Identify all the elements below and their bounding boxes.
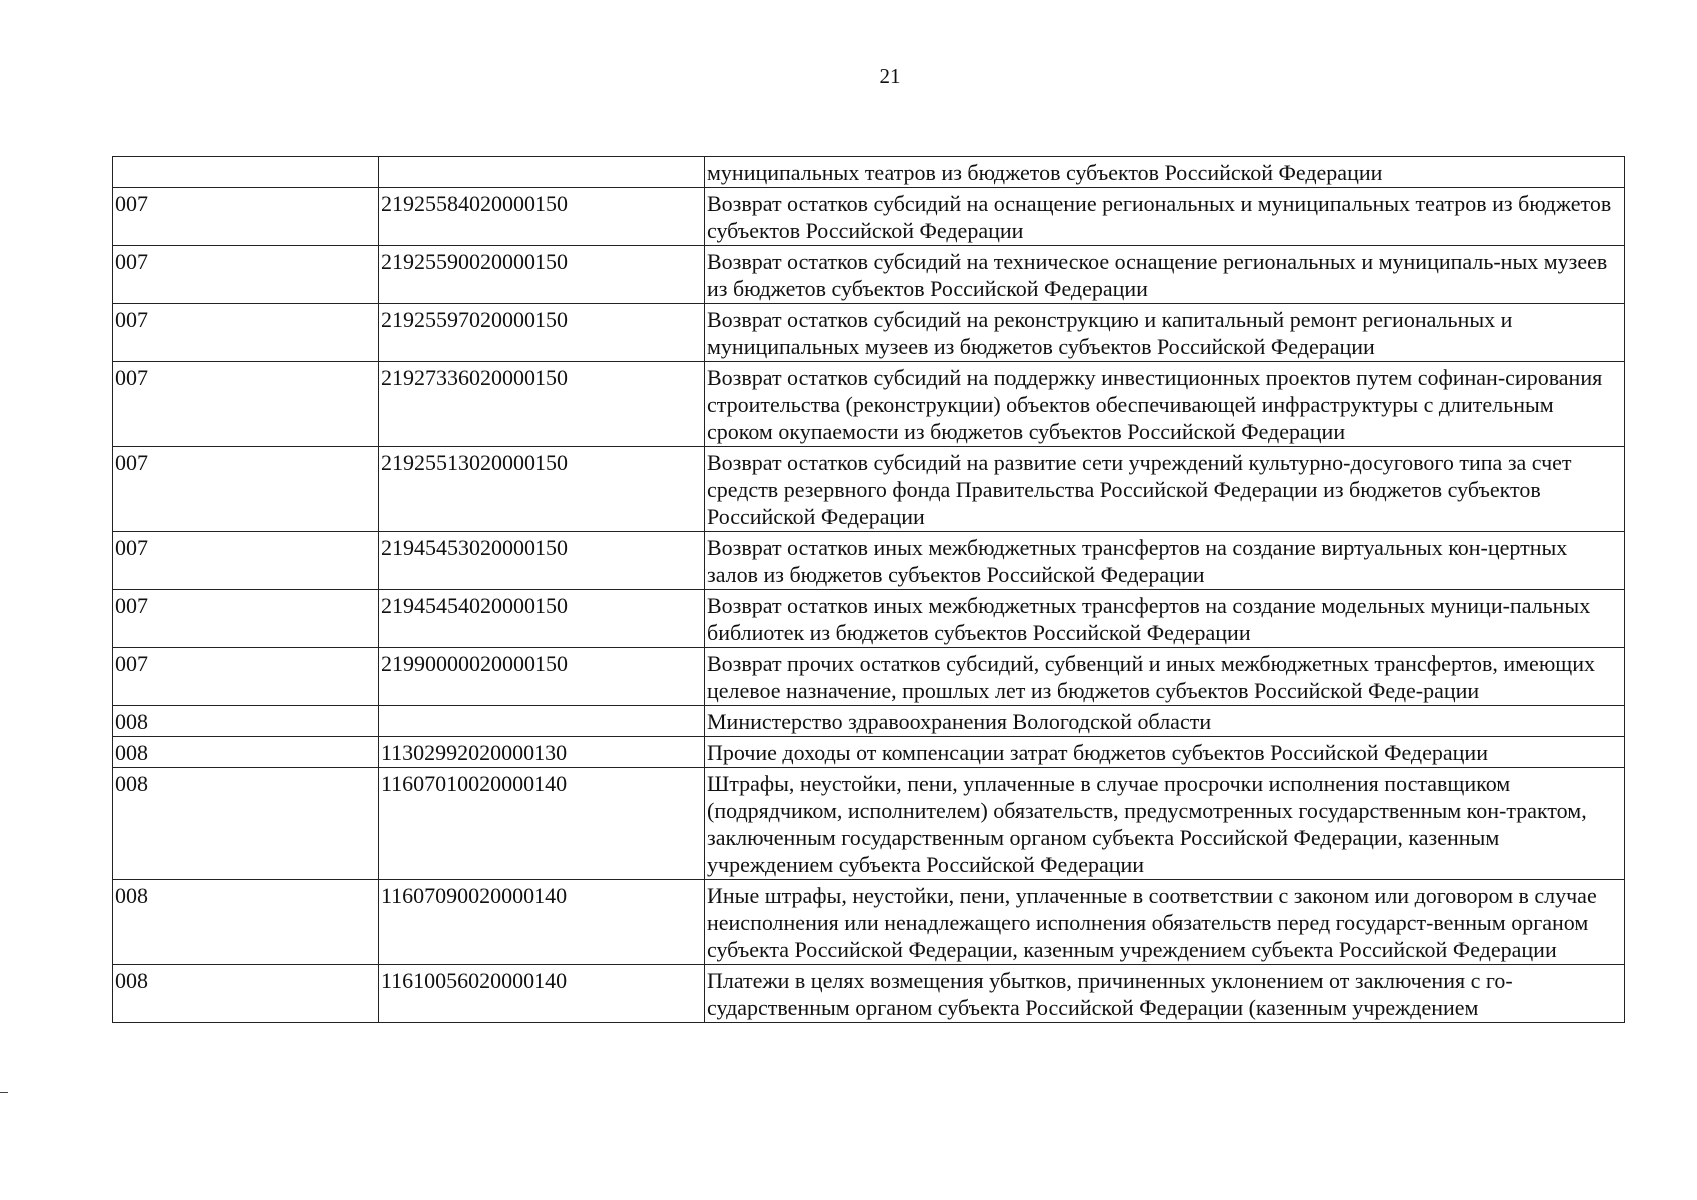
table-row (113, 965, 1625, 1023)
admin-code-cell: 007 (113, 648, 379, 706)
table-row (113, 532, 1625, 590)
revenue-name-cell: Министерство здравоохранения Вологодской области (705, 706, 1625, 737)
revenue-code-cell: 21945453020000150 (379, 532, 705, 590)
table-row (113, 706, 1625, 737)
revenue-name-cell: муниципальных театров из бюджетов субъектов Российской Федерации (705, 157, 1625, 188)
table-row (113, 447, 1625, 532)
revenue-name-cell: Возврат прочих остатков субсидий, субвенций и иных межбюджетных трансфертов, имеющих целевое назначение, прошлых лет из бюджетов субъектов Российской Феде-рации (705, 648, 1625, 706)
admin-code-cell (113, 157, 379, 188)
revenue-name-cell: Возврат остатков иных межбюджетных трансфертов на создание модельных муници-пальных библиотек из бюджетов субъектов Российской Федерации (705, 590, 1625, 648)
table-row (113, 590, 1625, 648)
page-number: 21 (879, 64, 901, 88)
revenue-code-cell: 21945454020000150 (379, 590, 705, 648)
revenue-code-cell: 21927336020000150 (379, 362, 705, 447)
admin-code-cell: 007 (113, 188, 379, 246)
revenue-code-cell: 21925590020000150 (379, 246, 705, 304)
admin-code-cell: 007 (113, 590, 379, 648)
revenue-codes-table (112, 156, 1625, 1023)
revenue-name-cell: Прочие доходы от компенсации затрат бюджетов субъектов Российской Федерации (705, 737, 1625, 768)
table-row (113, 880, 1625, 965)
revenue-name-cell: Возврат остатков субсидий на развитие сети учреждений культурно-досугового типа за счет средств резервного фонда Правительства Российской Федерации из бюджетов субъектов Российской Федерации (705, 447, 1625, 532)
admin-code-cell: 008 (113, 706, 379, 737)
revenue-code-cell: 21990000020000150 (379, 648, 705, 706)
table-row (113, 246, 1625, 304)
admin-code-cell: 008 (113, 880, 379, 965)
revenue-name-cell: Иные штрафы, неустойки, пени, уплаченные в соответствии с законом или договором в случае неисполнения или ненадлежащего исполнения обязательств перед государст-венным органом субъекта Российской Федерации, казенным учреждением субъекта Российской Федерации (705, 880, 1625, 965)
table-row (113, 304, 1625, 362)
revenue-name-cell: Платежи в целях возмещения убытков, причиненных уклонением от заключения с го-сударственным органом субъекта Российской Федерации (казенным учреждением (705, 965, 1625, 1023)
revenue-code-cell: 21925513020000150 (379, 447, 705, 532)
revenue-name-cell: Возврат остатков субсидий на реконструкцию и капитальный ремонт региональных и муниципальных музеев из бюджетов субъектов Российской Федерации (705, 304, 1625, 362)
table-row (113, 768, 1625, 880)
admin-code-cell: 008 (113, 737, 379, 768)
table-row (113, 362, 1625, 447)
admin-code-cell: 007 (113, 532, 379, 590)
revenue-code-cell: 11610056020000140 (379, 965, 705, 1023)
admin-code-cell: 007 (113, 246, 379, 304)
admin-code-cell: 008 (113, 768, 379, 880)
admin-code-cell: 007 (113, 304, 379, 362)
table-row (113, 648, 1625, 706)
revenue-code-cell (379, 706, 705, 737)
admin-code-cell: 007 (113, 362, 379, 447)
table-row (113, 157, 1625, 188)
revenue-code-cell: 21925584020000150 (379, 188, 705, 246)
revenue-code-cell (379, 157, 705, 188)
table-row (113, 737, 1625, 768)
admin-code-cell: 008 (113, 965, 379, 1023)
revenue-name-cell: Возврат остатков субсидий на оснащение региональных и муниципальных театров из бюджетов субъектов Российской Федерации (705, 188, 1625, 246)
revenue-code-cell: 11607090020000140 (379, 880, 705, 965)
margin-mark (0, 1092, 8, 1093)
revenue-name-cell: Штрафы, неустойки, пени, уплаченные в случае просрочки исполнения поставщиком (подрядчиком, исполнителем) обязательств, предусмотренных государственным кон-трактом, заключенным государственным органом субъекта Российской Федерации, казенным учреждением субъекта Российской Федерации (705, 768, 1625, 880)
revenue-name-cell: Возврат остатков субсидий на техническое оснащение региональных и муниципаль-ных музеев из бюджетов субъектов Российской Федерации (705, 246, 1625, 304)
revenue-code-cell: 11607010020000140 (379, 768, 705, 880)
table-row (113, 188, 1625, 246)
revenue-code-cell: 21925597020000150 (379, 304, 705, 362)
revenue-name-cell: Возврат остатков иных межбюджетных трансфертов на создание виртуальных кон-цертных залов из бюджетов субъектов Российской Федерации (705, 532, 1625, 590)
revenue-code-cell: 11302992020000130 (379, 737, 705, 768)
admin-code-cell: 007 (113, 447, 379, 532)
revenue-name-cell: Возврат остатков субсидий на поддержку инвестиционных проектов путем софинан-сирования строительства (реконструкции) объектов обеспечивающей инфраструктуры с длительным сроком окупаемости из бюджетов субъектов Российской Федерации (705, 362, 1625, 447)
